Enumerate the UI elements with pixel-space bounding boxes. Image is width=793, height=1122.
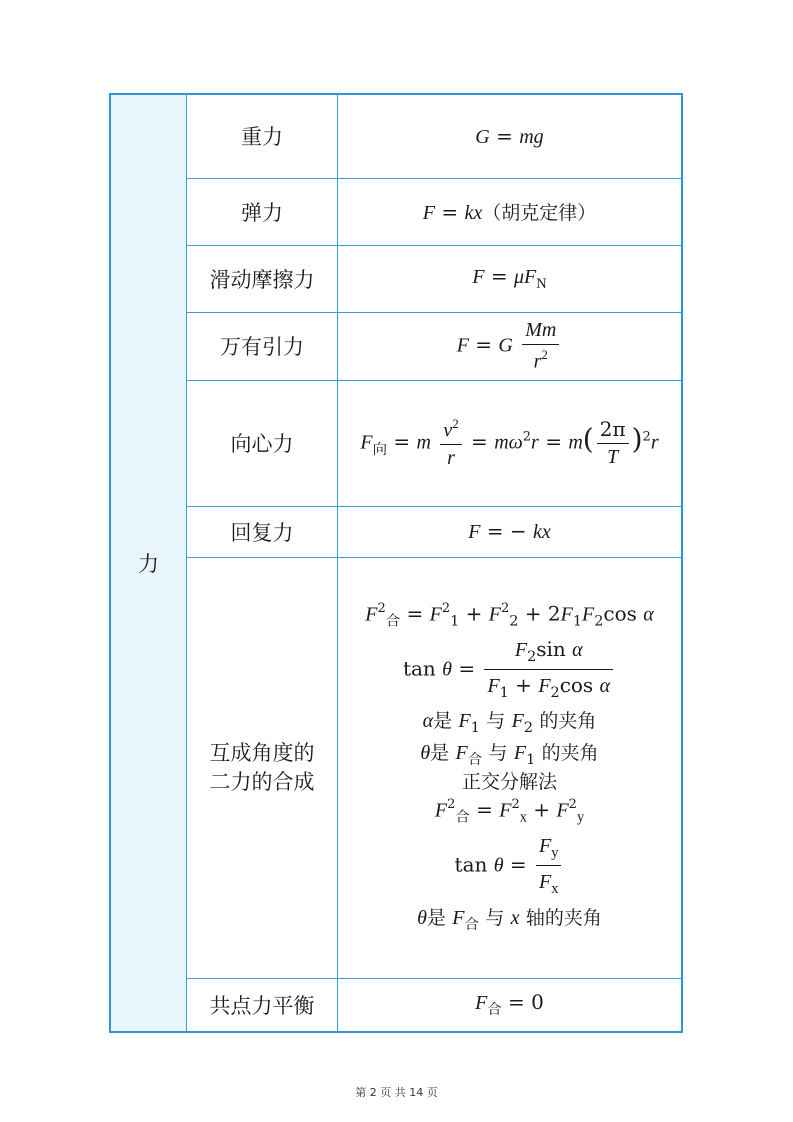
formula-table bbox=[109, 93, 683, 1033]
method-label: 正交分解法 bbox=[461, 771, 557, 794]
name-line-2: 二力的合成 bbox=[209, 769, 315, 794]
tan-formula: tan θ = $\frac{F_2\sin \alpha}{F_1 + F_2\cos \alpha}$ bbox=[338, 636, 681, 704]
row-name-restoring: 回复力 bbox=[187, 506, 338, 557]
row-name-composition bbox=[187, 557, 338, 978]
row-name-gravitation: 万有引力 bbox=[187, 312, 338, 380]
alpha-definition: α是 $F_1$ 与 $F_2$ 的夹角 bbox=[422, 710, 597, 737]
law-of-cosines: $F^2_合 = F^2_1 + F^2_2 + 2F_1F_2\cos$ α bbox=[365, 600, 654, 630]
name-line-1: 互成角度的 bbox=[209, 741, 315, 766]
row-name-gravity: 重力 bbox=[187, 94, 338, 178]
fraction: $\frac{v^2}{r}$ bbox=[440, 416, 461, 470]
category-text: 力 bbox=[138, 552, 159, 576]
formula-gravitation: F = G $\frac{Mm}{r^2}$ bbox=[338, 312, 683, 380]
fraction: $\frac{F_y}{F_x}$ bbox=[536, 832, 561, 900]
formula-equilibrium: $F_合 = 0$ bbox=[338, 978, 683, 1032]
hooke-note: （胡克定律） bbox=[482, 202, 597, 224]
row-name-equilibrium: 共点力平衡 bbox=[187, 978, 338, 1032]
fraction: $\frac{Mm}{r^2}$ bbox=[522, 319, 559, 373]
orthogonal-formula: $F^2_合 = F^2_x + F^2_y$ bbox=[434, 797, 585, 826]
formula-composition bbox=[338, 557, 683, 978]
theta-axis-definition: θ是 $F_合$ 与 x 轴的夹角 bbox=[417, 906, 602, 933]
formula-restoring: F = − kx bbox=[338, 506, 683, 557]
category-label bbox=[110, 94, 187, 1032]
formula-elastic: F = kx（胡克定律） bbox=[338, 178, 683, 245]
fraction: $\frac{F_2\sin \alpha}{F_1 + F_2\cos \alpha}$ bbox=[484, 636, 613, 704]
tan-orthogonal: tan θ = $\frac{F_y}{F_x}$ bbox=[338, 832, 681, 900]
theta-definition: θ是 $F_合$ 与 $F_1$ 的夹角 bbox=[420, 741, 599, 768]
subscript-he: 合 bbox=[385, 613, 401, 630]
fraction: $\frac{2\pi}{T}$ bbox=[597, 417, 629, 469]
row-name-elastic: 弹力 bbox=[187, 178, 338, 245]
row-name-centripetal: 向心力 bbox=[187, 380, 338, 506]
subscript-xiang: 向 bbox=[372, 441, 388, 458]
row-name-friction: 滑动摩擦力 bbox=[187, 245, 338, 312]
page-footer: 第 2 页 共 14 页 bbox=[355, 1086, 438, 1099]
formula-friction: $F = \mu F_N$ bbox=[338, 245, 683, 312]
formula-centripetal: $F_向 = m$ $\frac{v^2}{r}$ = $m\omega^2r = m$( $\frac{2\pi}{T}$ )$^2$r bbox=[338, 380, 683, 506]
formula-gravity: G = mg bbox=[338, 94, 683, 178]
